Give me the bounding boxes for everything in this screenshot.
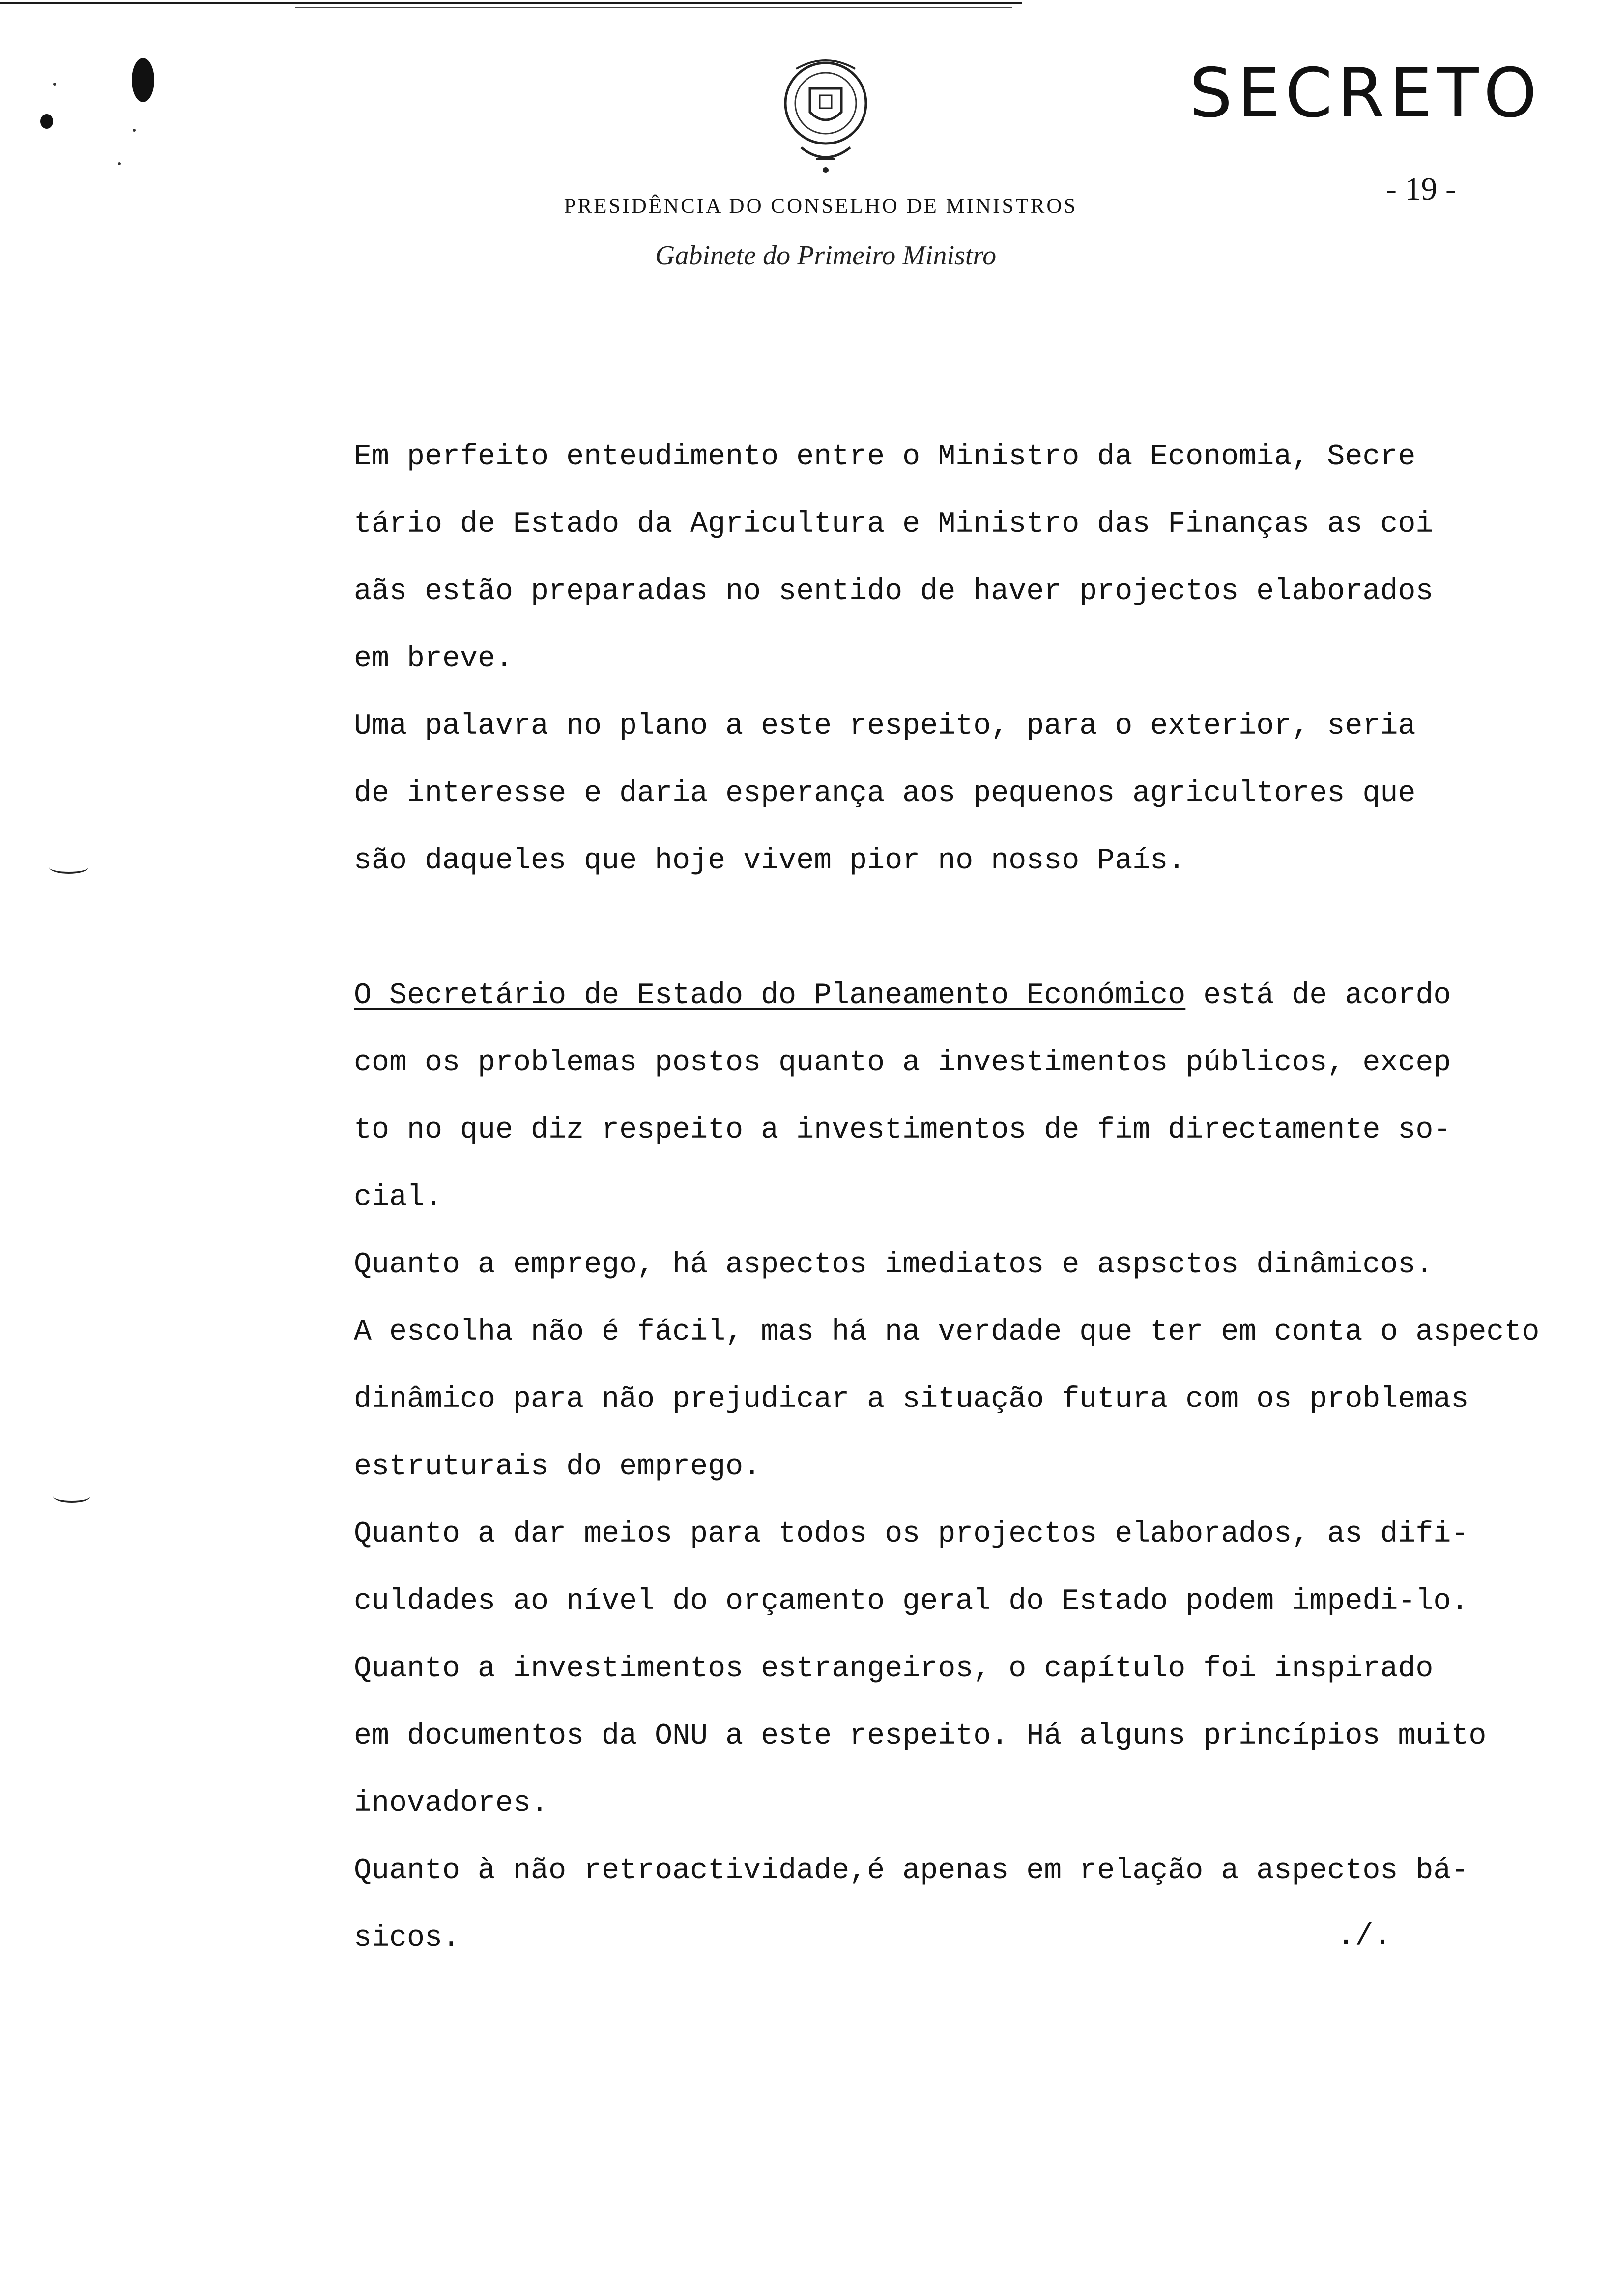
- institution-heading: PRESIDÊNCIA DO CONSELHO DE MINISTROS: [564, 195, 1078, 218]
- page-number: - 19 -: [1386, 171, 1456, 207]
- text-line: com os problemas postos quanto a investimentos públicos, excep: [354, 1046, 1451, 1080]
- ink-speck: [133, 129, 136, 132]
- scan-mark: [53, 1490, 90, 1503]
- text-line: aãs estão preparadas no sentido de haver projectos elaborados: [354, 575, 1434, 608]
- document-body: [354, 432, 1563, 1981]
- text-line: sicos.: [354, 1922, 461, 1955]
- text-line: inovadores.: [354, 1787, 549, 1820]
- text-line: to no que diz respeito a investimentos de fim directamente so-: [354, 1114, 1451, 1147]
- text-line: são daqueles que hoje vivem pior no nosso País.: [354, 844, 1186, 878]
- text-line: A escolha não é fácil, mas há na verdade que ter em conta o aspecto: [354, 1316, 1540, 1349]
- cabinet-subheading: Gabinete do Primeiro Ministro: [655, 240, 997, 271]
- text-line: estruturais do emprego.: [354, 1450, 761, 1484]
- text-fragment: está de acordo: [1185, 979, 1451, 1012]
- paragraph-gap: [354, 904, 1563, 971]
- ink-blot: [132, 58, 154, 102]
- classification-stamp: SECRETO: [1189, 54, 1542, 133]
- scan-edge-line: [295, 7, 1012, 8]
- text-line: em documentos da ONU a este respeito. Há alguns princípios muito: [354, 1720, 1487, 1753]
- underlined-speaker: O Secretário de Estado do Planeamento Económico: [354, 979, 1186, 1012]
- scan-edge-line: [0, 2, 1022, 4]
- text-line: Quanto a investimentos estrangeiros, o capítulo foi inspirado: [354, 1652, 1434, 1686]
- text-line: Uma palavra no plano a este respeito, para o exterior, seria: [354, 710, 1416, 743]
- text-line: cial.: [354, 1181, 443, 1214]
- scan-mark: [49, 861, 88, 874]
- ink-blot: [40, 114, 53, 129]
- text-line: em breve.: [354, 642, 514, 676]
- ink-speck: [118, 162, 121, 165]
- text-line: Em perfeito enteudimento entre o Ministro da Economia, Secre: [354, 440, 1416, 474]
- text-line: Quanto a emprego, há aspectos imediatos e aspsctos dinâmicos.: [354, 1248, 1434, 1282]
- coat-of-arms-emblem: [767, 54, 885, 177]
- text-line: tário de Estado da Agricultura e Ministro das Finanças as coi: [354, 508, 1434, 541]
- text-line: culdades ao nível do orçamento geral do Estado podem impedi-lo.: [354, 1585, 1469, 1618]
- ink-speck: [53, 83, 56, 86]
- text-line: Quanto a dar meios para todos os projectos elaborados, as difi-: [354, 1518, 1469, 1551]
- text-line: dinâmico para não prejudicar a situação futura com os problemas: [354, 1383, 1469, 1416]
- text-line: [354, 971, 1563, 1038]
- text-line: Quanto à não retroactividade,é apenas em relação a aspectos bá-: [354, 1854, 1469, 1888]
- continuation-mark: ./.: [1337, 1919, 1392, 1953]
- text-line: de interesse e daria esperança aos pequenos agricultores que: [354, 777, 1416, 810]
